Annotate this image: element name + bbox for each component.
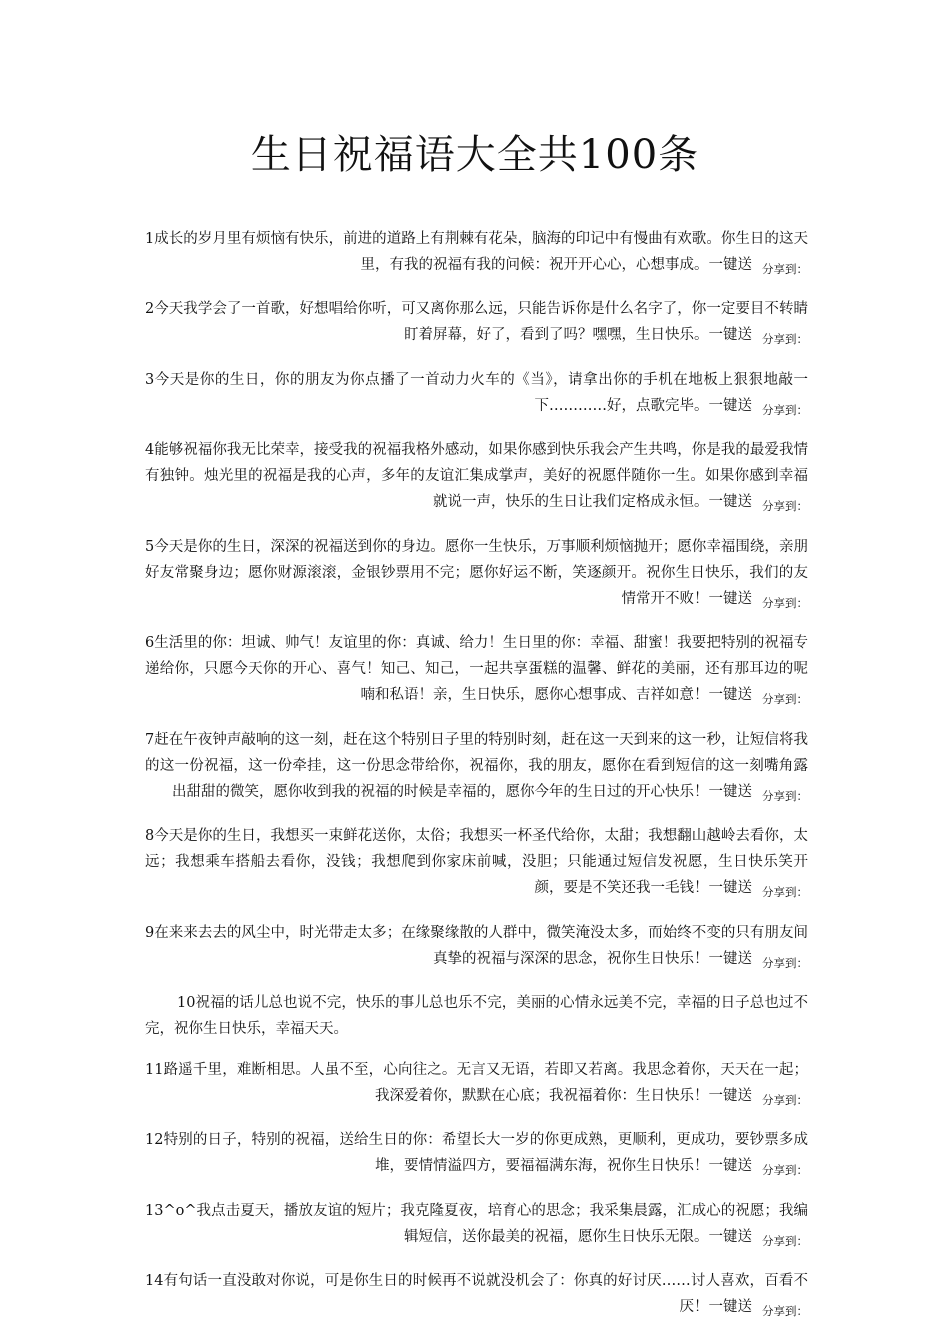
list-item: [145, 226, 808, 282]
share-link[interactable]: 分享到：: [762, 332, 808, 346]
share-link[interactable]: 分享到：: [762, 499, 808, 513]
share-link[interactable]: 分享到：: [762, 1163, 808, 1177]
entry-text: 14有句话一直没敢对你说，可是你生日的时候再不说就没机会了：你真的好讨厌……讨人喜欢，百看不厌！一键送: [145, 1273, 808, 1315]
entry-text: 2今天我学会了一首歌，好想唱给你听，可又离你那么远，只能告诉你是什么名字了，你一定要目不转睛盯着屏幕，好了，看到了吗？嘿嘿，生日快乐。一键送: [145, 301, 808, 343]
entry-text: 1成长的岁月里有烦恼有快乐，前进的道路上有荆棘有花朵，脑海的印记中有慢曲有欢歌。你生日的这天里，有我的祝福有我的问候：祝开开心心，心想事成。一键送: [145, 230, 808, 273]
share-link[interactable]: 分享到：: [762, 955, 808, 970]
list-item: [145, 1268, 808, 1324]
list-item: [145, 534, 808, 616]
list-item: [145, 823, 808, 905]
list-item: [145, 296, 808, 352]
share-link[interactable]: 分享到：: [762, 595, 808, 610]
page-title-text: 生日祝福语大全共100条: [250, 131, 700, 178]
entry-text: 7赶在午夜钟声敲响的这一刻，赶在这个特别日子里的特别时刻，赶在这一天到来的这一秒，让短信将我的这一份祝福，这一份牵挂，这一份思念带给你，祝福你，我的朋友，愿你在看到短信的这一刻嘴角露出甜甜的微笑，愿你收到我的祝福的时候是幸福的，愿你今年的生日过的开心快乐！一键送: [145, 731, 808, 800]
list-item: [145, 990, 808, 1042]
entry-text: 13^o^我点击夏天，播放友谊的短片；我克隆夏夜，培育心的思念；我采集晨露，汇成心的祝愿；我编辑短信，送你最美的祝福，愿你生日快乐无限。一键送: [145, 1202, 808, 1245]
entry-text: 9在来来去去的风尘中，时光带走太多；在缘聚缘散的人群中，微笑淹没太多，而始终不变的只有朋友间真挚的祝福与深深的思念，祝你生日快乐！一键送: [145, 924, 808, 967]
share-link[interactable]: 分享到：: [762, 692, 808, 706]
entry-text: 5今天是你的生日，深深的祝福送到你的身边。愿你一生快乐，万事顺利烦恼抛开；愿你幸福围绕，亲朋好友常聚身边；愿你财源滚滚，金银钞票用不完；愿你好运不断，笑逐颜开。祝你生日快乐，我们的友情常开不败！一键送: [145, 538, 808, 607]
list-item: [145, 727, 808, 809]
list-item: [145, 920, 808, 976]
list-item: [145, 367, 808, 423]
entry-text: 6生活里的你：坦诚、帅气！友谊里的你：真诚、给力！生日里的你：幸福、甜蜜！我要把特别的祝福专递给你，只愿今天你的开心、喜气！知己、知己，一起共享蛋糕的温馨、鲜花的美丽，还有那耳边的呢喃和私语！亲，生日快乐，愿你心想事成、吉祥如意！一键送: [145, 635, 808, 703]
entry-text: 4能够祝福你我无比荣幸，接受我的祝福我格外感动，如果你感到快乐我会产生共鸣，你是我的最爱我情有独钟。烛光里的祝福是我的心声，多年的友谊汇集成掌声，美好的祝愿伴随你一生。如果你感到幸福就说一声，快乐的生日让我们定格成永恒。一键送: [145, 442, 808, 510]
list-item: [145, 1198, 808, 1254]
entry-text: 8今天是你的生日，我想买一束鲜花送你，太俗；我想买一杯圣代给你，太甜；我想翻山越岭去看你，太远；我想乘车搭船去看你，没钱；我想爬到你家床前喊，没胆；只能通过短信发祝愿，生日快乐笑开颜，要是不笑还我一毛钱！一键送: [145, 828, 808, 896]
share-link[interactable]: 分享到：: [762, 1304, 808, 1318]
share-link[interactable]: 分享到：: [762, 788, 808, 803]
list-item: [145, 1127, 808, 1183]
share-link[interactable]: 分享到：: [762, 885, 808, 899]
entry-text: 12特别的日子，特别的祝福，送给生日的你：希望长大一岁的你更成熟，更顺利，更成功，要钞票多成堆，要情情溢四方，要福福满东海，祝你生日快乐！一键送: [145, 1132, 808, 1174]
list-item: [145, 437, 808, 519]
page-title: [0, 127, 950, 183]
share-link[interactable]: 分享到：: [762, 1233, 808, 1248]
entry-text: 10祝福的话儿总也说不完，快乐的事儿总也乐不完，美丽的心情永远美不完，幸福的日子总也过不完，祝你生日快乐，幸福天天。: [145, 995, 808, 1037]
list-item: [145, 630, 808, 712]
entry-text: 3今天是你的生日，你的朋友为你点播了一首动力火车的《当》，请拿出你的手机在地板上狠狠地敲一下…………好，点歌完毕。一键送: [145, 371, 808, 414]
list-item: [145, 1057, 808, 1113]
entry-text: 11路遥千里，难断相思。人虽不至，心向往之。无言又无语，若即又若离。我思念着你，天天在一起；我深爱着你，默默在心底；我祝福着你：生日快乐！一键送: [145, 1061, 808, 1104]
share-link[interactable]: 分享到：: [762, 1092, 808, 1107]
share-link[interactable]: 分享到：: [762, 402, 808, 417]
share-link[interactable]: 分享到：: [762, 261, 808, 276]
blessing-list: [145, 211, 808, 1329]
